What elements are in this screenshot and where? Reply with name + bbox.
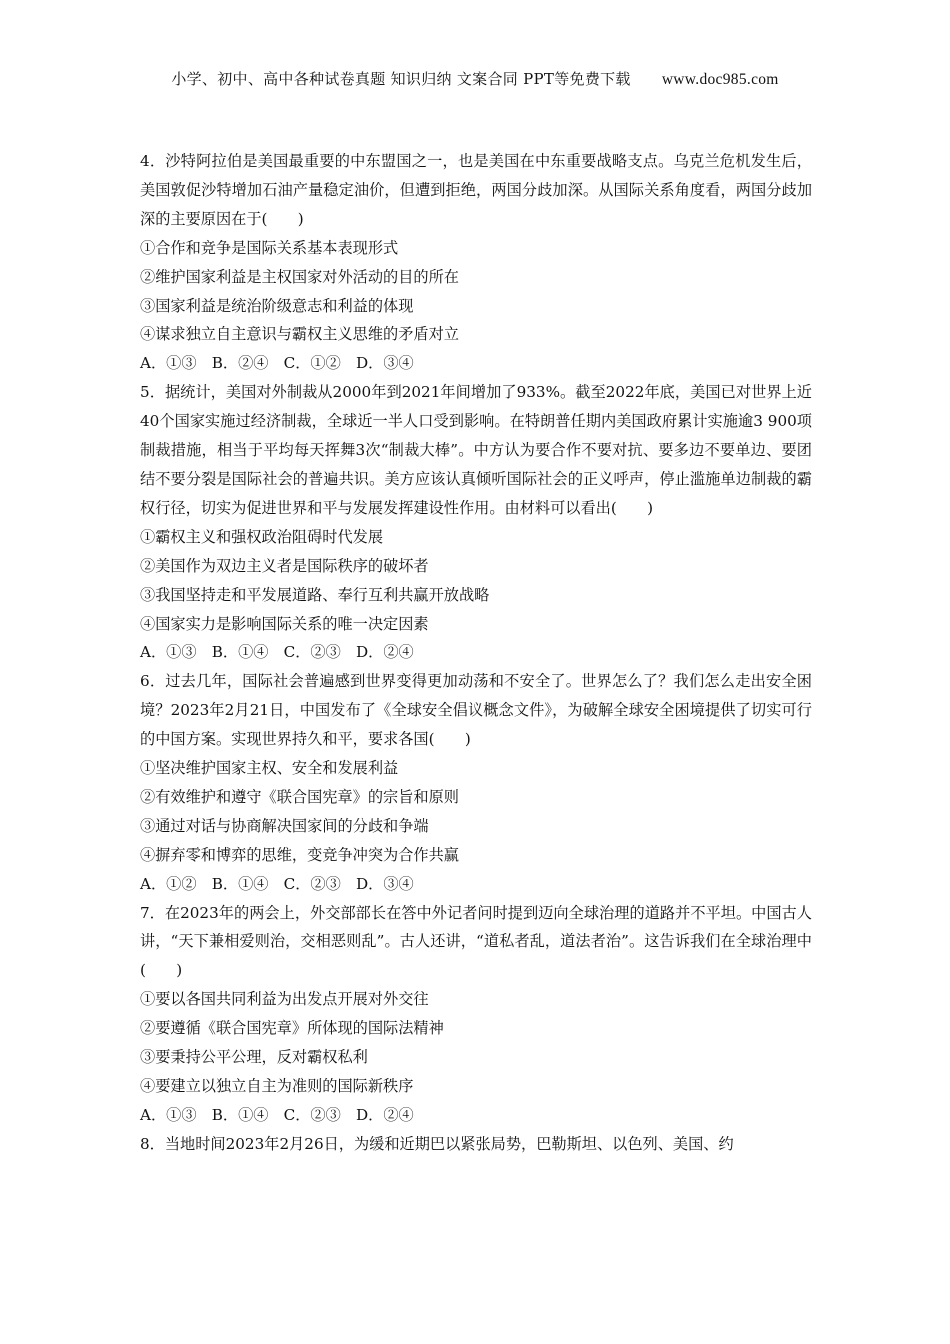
question-stem: 8．当地时间2023年2月26日，为缓和近期巴以紧张局势，巴勒斯坦、以色列、美国、约 — [140, 1134, 734, 1153]
option-4: ④摒弃零和博弈的思维，变竞争冲突为合作共赢 — [140, 845, 459, 864]
option-1: ①霸权主义和强权政治阻碍时代发展 — [140, 527, 383, 546]
question-stem: 5．据统计，美国对外制裁从2000年到2021年间增加了933%。截至2022年底，美国已对世界上近40个国家实施过经济制裁，全球近一半人口受到影响。在特朗普任期内美国政府累计实施逾3 900项制裁措施，相当于平均每天挥舞3次“制裁大棒”。中方认为要合作不要对抗、要多边不要单边、要团结不要分裂是国际社会的普遍共识。美方应该认真倾听国际社会的正义呼声，停止滥施单边制裁的霸权行径，切实为促进世界和平与发展发挥建设性作用。由材料可以看出( ) — [140, 383, 812, 517]
option-3: ③国家利益是统治阶级意志和利益的体现 — [140, 296, 414, 315]
option-3: ③通过对话与协商解决国家间的分歧和争端 — [140, 816, 429, 835]
header-text: 小学、初中、高中各种试卷真题 知识归纳 文案合同 PPT等免费下载 — [171, 70, 631, 88]
question-4 — [140, 147, 812, 378]
question-8 — [140, 1130, 812, 1159]
page-header — [0, 68, 950, 89]
option-2: ②有效维护和遵守《联合国宪章》的宗旨和原则 — [140, 787, 459, 806]
question-5 — [140, 378, 812, 667]
question-list — [140, 147, 812, 1159]
answer-choices: A．①③ B．①④ C．②③ D．②④ — [140, 643, 414, 662]
answer-choices: A．①③ B．①④ C．②③ D．②④ — [140, 1105, 414, 1124]
option-4: ④要建立以独立自主为准则的国际新秩序 — [140, 1077, 414, 1095]
option-2: ②美国作为双边主义者是国际秩序的破坏者 — [140, 556, 429, 575]
option-4: ④谋求独立自主意识与霸权主义思维的矛盾对立 — [140, 325, 459, 344]
answer-choices: A．①③ B．②④ C．①② D．③④ — [140, 354, 414, 373]
header-url[interactable]: www.doc985.com — [661, 71, 779, 88]
option-1: ①要以各国共同利益为出发点开展对外交往 — [140, 990, 429, 1009]
question-stem: 7．在2023年的两会上，外交部部长在答中外记者问时提到迈向全球治理的道路并不平坦。中国古人讲，“天下兼相爱则治，交相恶则乱”。古人还讲，“道私者乱，道法者治”。这告诉我们在全球治理中( ) — [140, 903, 812, 980]
question-7 — [140, 899, 812, 1130]
question-6 — [140, 667, 812, 898]
question-stem: 6．过去几年，国际社会普遍感到世界变得更加动荡和不安全了。世界怎么了？我们怎么走出安全困境？2023年2月21日，中国发布了《全球安全倡议概念文件》，为破解全球安全困境提供了切实可行的中国方案。实现世界持久和平，要求各国( ) — [140, 672, 812, 749]
option-3: ③要秉持公平公理，反对霸权私利 — [140, 1048, 368, 1067]
option-3: ③我国坚持走和平发展道路、奉行互利共赢开放战略 — [140, 585, 490, 604]
option-1: ①坚决维护国家主权、安全和发展利益 — [140, 759, 399, 778]
option-4: ④国家实力是影响国际关系的唯一决定因素 — [140, 614, 429, 633]
answer-choices: A．①② B．①④ C．②③ D．③④ — [140, 874, 414, 893]
option-2: ②维护国家利益是主权国家对外活动的目的所在 — [140, 267, 459, 286]
option-2: ②要遵循《联合国宪章》所体现的国际法精神 — [140, 1019, 444, 1038]
question-stem: 4．沙特阿拉伯是美国最重要的中东盟国之一，也是美国在中东重要战略支点。乌克兰危机发生后，美国敦促沙特增加石油产量稳定油价，但遭到拒绝，两国分歧加深。从国际关系角度看，两国分歧加深的主要原因在于( ) — [140, 152, 812, 228]
option-1: ①合作和竞争是国际关系基本表现形式 — [140, 238, 399, 257]
